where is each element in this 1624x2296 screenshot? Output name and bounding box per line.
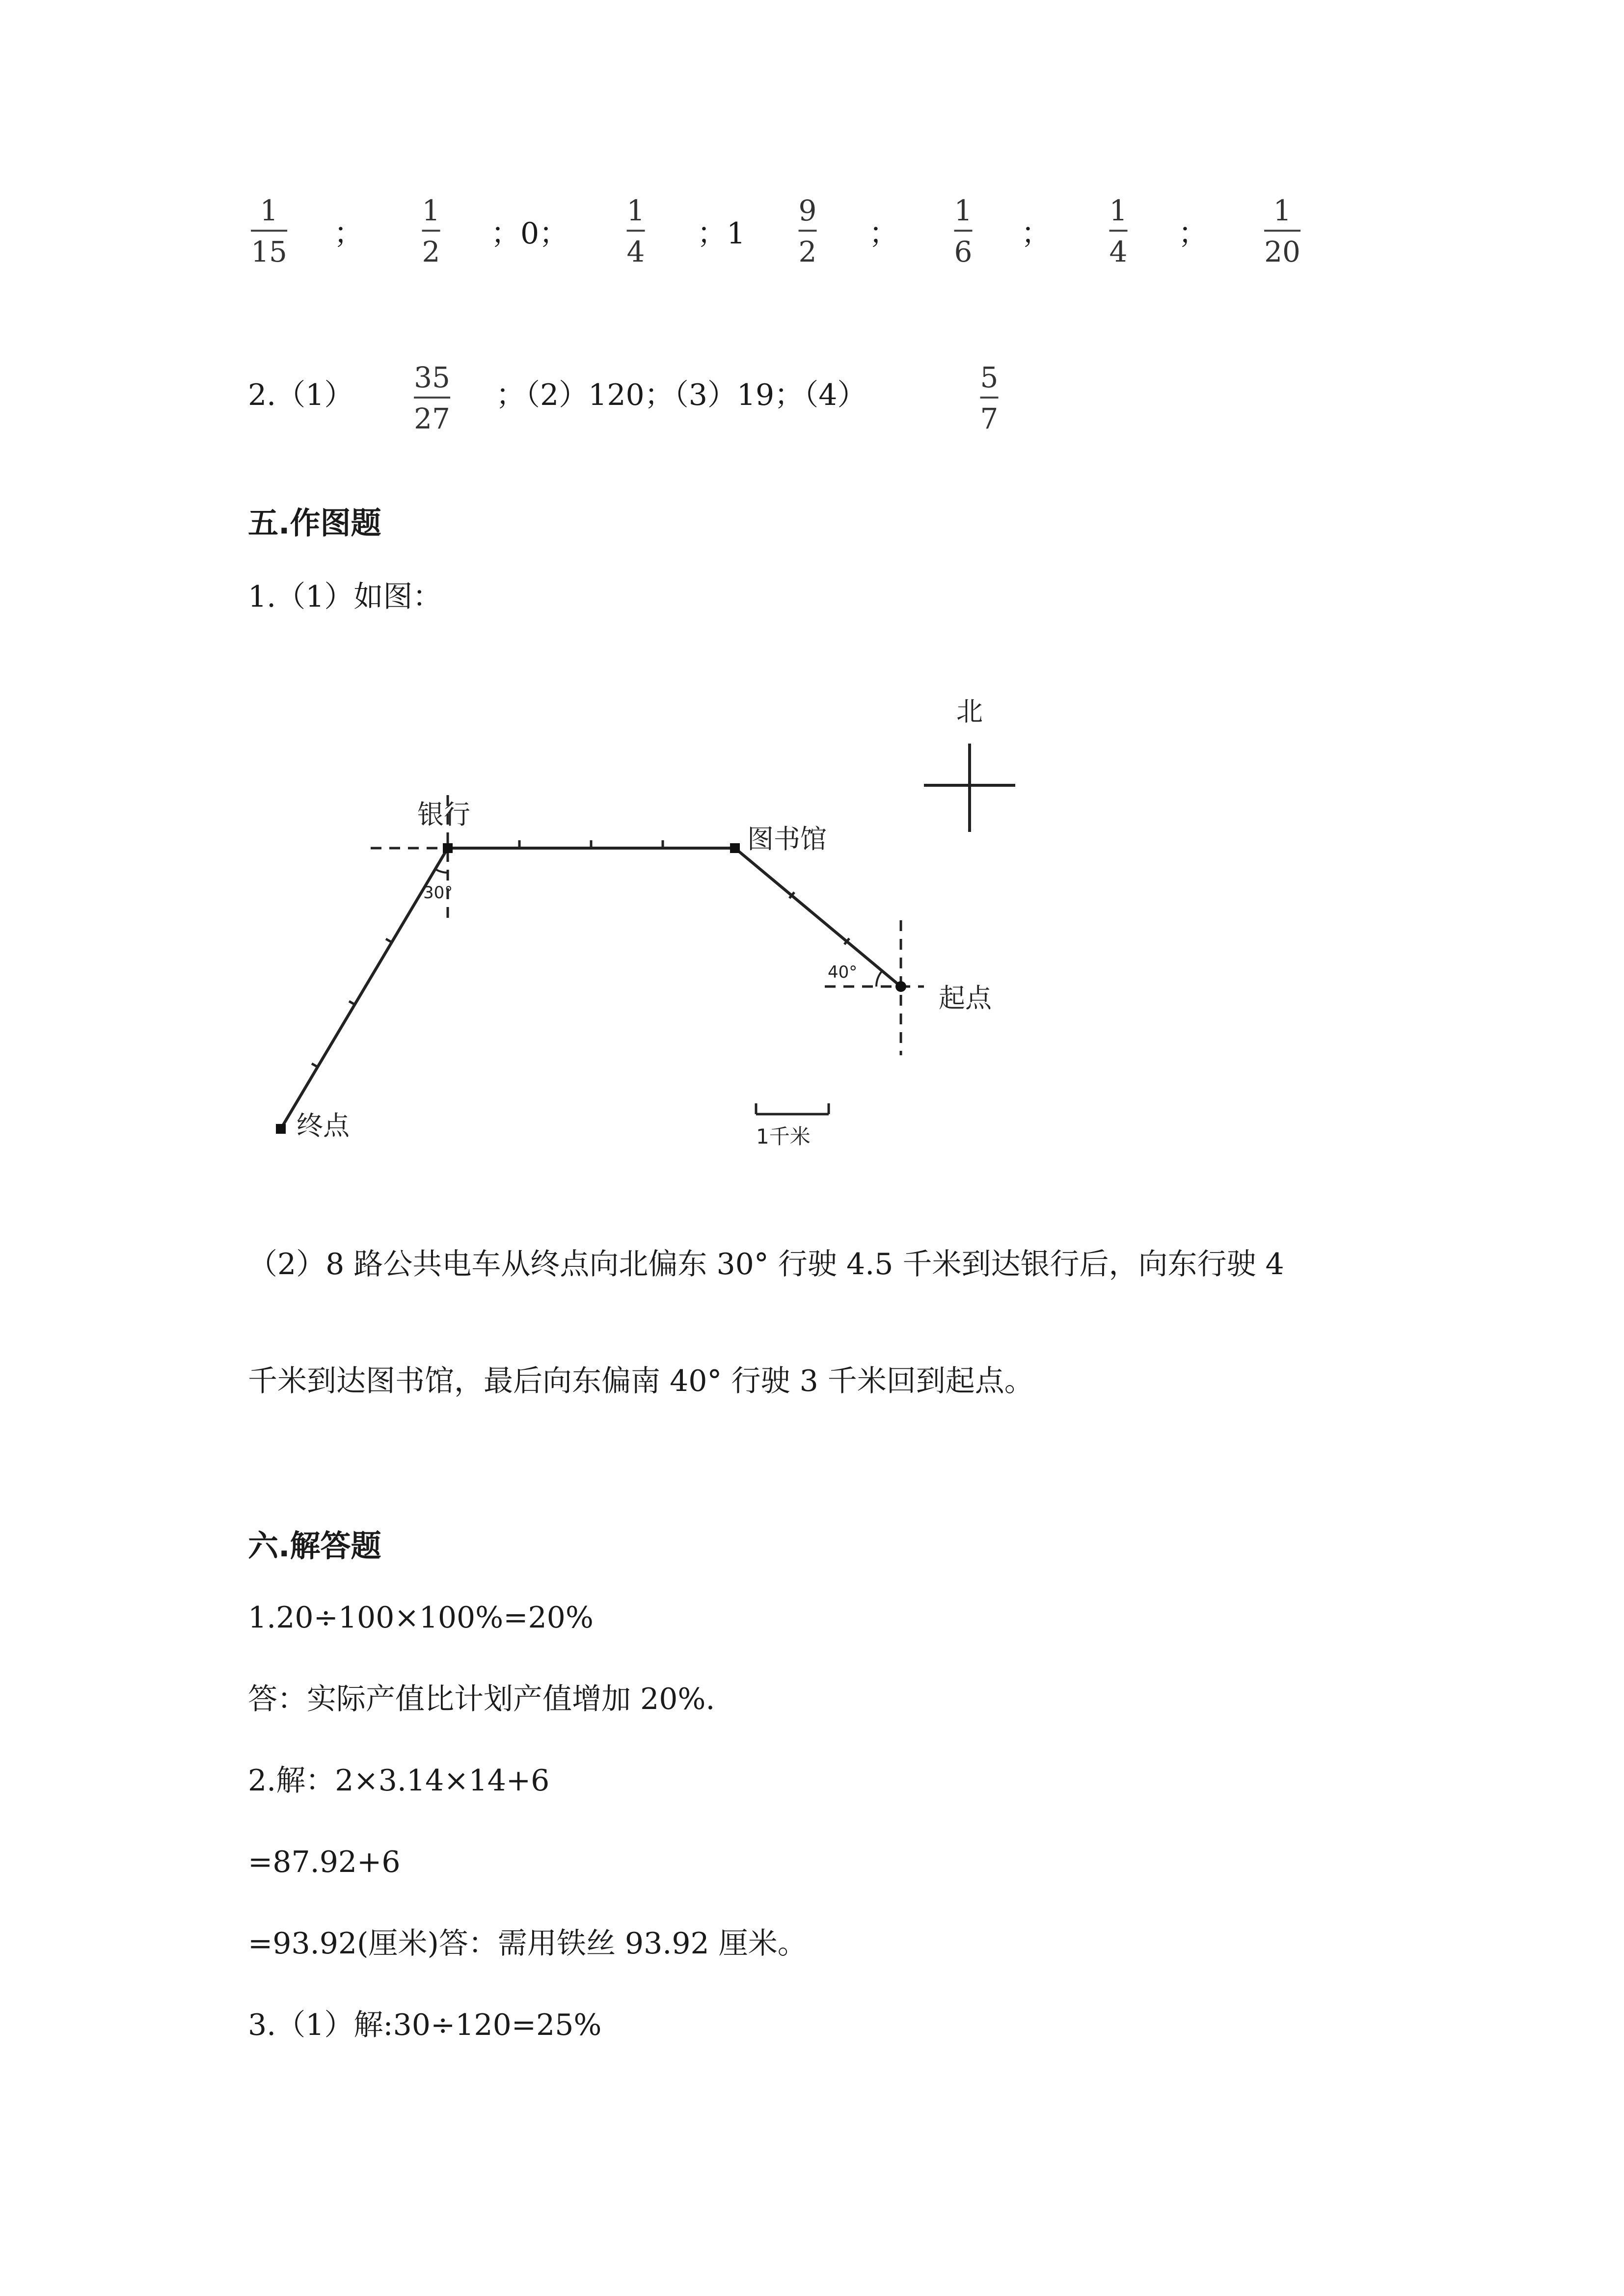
bank-label: 银行 [417, 799, 470, 830]
tick [386, 939, 393, 943]
separator: ；0； [491, 216, 569, 251]
angle-label-start: 40° [828, 962, 858, 982]
section-6-heading: 六.解答题 [248, 1528, 381, 1564]
separator: ； [869, 216, 898, 251]
q2-line-2: =87.92+6 [248, 1845, 401, 1879]
q1-line-2: 答：实际产值比计划产值增加 20%. [248, 1682, 715, 1716]
q2-line-1: 2.解：2×3.14×14+6 [248, 1763, 550, 1798]
separator: ； [334, 216, 363, 251]
row2-middle: ；（2）120；（3）19；（4） [496, 378, 867, 412]
q3-line-1: 3.（1）解:30÷120=25% [248, 2008, 602, 2042]
angle-label-bank: 30° [423, 883, 453, 903]
item-1-part-2-line-1: （2）8 路公共电车从终点向北偏东 30° 行驶 4.5 千米到达银行后，向东行驶 4 [248, 1247, 1284, 1281]
fraction: 1 6 [954, 194, 973, 268]
item-1-part-2-line-2: 千米到达图书馆，最后向东偏南 40° 行驶 3 千米回到起点。 [248, 1364, 1034, 1398]
angle-arc-start [876, 971, 882, 987]
route-end-to-bank [281, 848, 448, 1129]
fraction: 35 27 [414, 361, 450, 435]
q2-line-3: =93.92(厘米)答：需用铁丝 93.92 厘米。 [248, 1926, 807, 1961]
separator: ； [1178, 216, 1208, 251]
angle-arc-bank [435, 869, 448, 873]
section-5-item-1: 1.（1）如图： [248, 580, 442, 614]
row2-prefix: 2.（1） [248, 378, 354, 412]
fraction: 1 4 [626, 194, 645, 268]
fraction: 1 20 [1264, 194, 1300, 268]
section-5-heading: 五.作图题 [248, 505, 381, 541]
fraction: 5 7 [980, 361, 999, 435]
fraction: 1 15 [251, 194, 287, 268]
fraction: 9 2 [798, 194, 817, 268]
tick [789, 892, 794, 898]
q1-line-1: 1.20÷100×100%=20% [248, 1601, 594, 1635]
library-point [730, 843, 740, 853]
bank-point [443, 843, 453, 853]
fraction: 1 4 [1109, 194, 1128, 268]
tick [312, 1064, 319, 1068]
start-label: 起点 [939, 983, 992, 1014]
separator: ；1 [697, 216, 746, 251]
separator: ； [1021, 216, 1051, 251]
start-point [895, 981, 906, 992]
route-library-to-start [735, 848, 901, 987]
fraction: 1 2 [422, 194, 440, 268]
scale-label: 1千米 [756, 1124, 811, 1148]
end-point [276, 1124, 286, 1134]
library-label: 图书馆 [747, 824, 827, 854]
end-label: 终点 [297, 1110, 350, 1141]
north-label: 北 [956, 696, 983, 727]
tick [844, 938, 849, 944]
tick [349, 1001, 356, 1005]
